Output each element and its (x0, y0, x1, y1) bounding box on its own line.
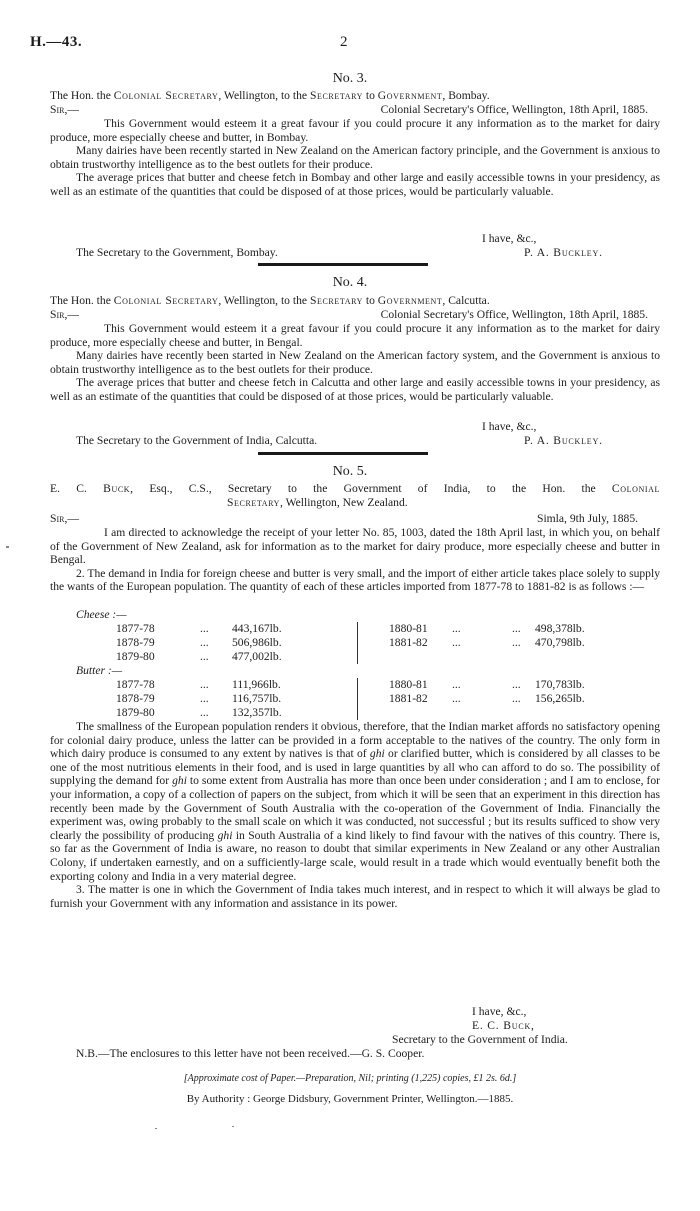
paragraph-text: in South Australia of a kind likely to find favour with the natives of this country. There is, so far as the Government of India is aware, no reason to doubt that similar experiments in New Zealand or any other Australian Colony, if undertaken earnestly, and on a sufficiently-large scale, would result in a trade which would eventually benefit both the exporting colony and India in a very material degree. (50, 828, 661, 883)
sender-address: Simla, 9th July, 1885. (537, 512, 639, 525)
page-number: 2 (340, 34, 348, 50)
letter-5-body-main (50, 720, 660, 910)
paragraph: The average prices that butter and cheese fetch in Calcutta and other large and easily accessible towns in your presidency, as well as an estimate of the quantities that could be disposed of at those prices, would be particularly valuable. (50, 376, 660, 403)
paragraph-text: The smallness of the European population renders it obvious, therefore, that the Indian market affords no satisfactory opening for colonial dairy produce, unless the latter can be provided in a form acceptable to the natives of the country. The only form in which dairy produce is consumed to any extent by natives is that of (50, 720, 660, 761)
year-cell: 1879-80 (116, 706, 155, 719)
sender-address: Colonial Secretary's Office, Wellington, 18th April, 1885. (380, 308, 648, 321)
leader-dots: ... (452, 692, 461, 705)
paragraph-text: or clarified butter, which is considered by all classes to be one of the most nutritious elements in their food, and is used in large quantities by all who can afford to do so. The possibility of supplying the demand for (50, 747, 660, 788)
leader-dots: ... (512, 622, 521, 635)
heading-sender: Buck (103, 482, 131, 495)
year-cell: 1879-80 (116, 650, 155, 663)
sender-address: Colonial Secretary's Office, Wellington, 18th April, 1885. (380, 103, 648, 116)
signature-title: Secretary to the Government of India. (392, 1033, 568, 1046)
heading-text: to (365, 294, 375, 307)
amount-cell: 116,757lb. (232, 692, 282, 705)
year-cell: 1881-82 (389, 636, 428, 649)
year-cell: 1877-78 (116, 622, 155, 635)
heading-text: , Bombay. (442, 89, 490, 102)
addressee: The Secretary to the Government of India, Calcutta. (76, 434, 318, 447)
amount-cell: 470,798lb. (535, 636, 585, 649)
ghi-term: ghi (217, 828, 233, 842)
heading-recipient: Colonial (611, 482, 661, 495)
amount-cell: 132,357lb. (232, 706, 282, 719)
leader-dots: ... (452, 622, 461, 635)
leader-dots: ... (512, 678, 521, 691)
letter-3-closing-row (50, 232, 660, 246)
paragraph: 3. The matter is one in which the Government of India takes much interest, and in respect to which it will always be glad to furnish your Government with any information and assistance in its power. (50, 883, 660, 910)
letter-4-number: No. 4. (332, 275, 368, 290)
leader-dots: ... (200, 692, 209, 705)
year-cell: 1880-81 (389, 622, 428, 635)
amount-cell: 156,265lb. (535, 692, 585, 705)
column-divider (357, 678, 358, 720)
addressee: The Secretary to the Government, Bombay. (76, 246, 278, 259)
heading-text: The Hon. the (50, 294, 111, 307)
letter-4-addressee-row (50, 434, 660, 448)
document-reference: H.—43. (30, 34, 83, 50)
year-cell: 1878-79 (116, 636, 155, 649)
heading-text: , Calcutta. (442, 294, 490, 307)
table-row (0, 636, 700, 650)
table-row (0, 650, 700, 664)
closing: I have, &c., (482, 232, 537, 245)
letter-5-closing-row (50, 1005, 660, 1019)
paper-speck (6, 546, 9, 548)
paragraph: This Government would esteem it a great favour if you could procure it any information as to the market for dairy produce, more especially cheese and butter, in Bombay. (50, 117, 660, 144)
letter-4-heading (50, 294, 660, 308)
year-cell: 1881-82 (389, 692, 428, 705)
letter-5-title-row (50, 1033, 660, 1047)
leader-dots: ... (512, 636, 521, 649)
paragraph: 2. The demand in India for foreign cheese and butter is very small, and the import of either article takes place solely to supply the wants of the European population. The quantity of each of these articles imported from 1877-78 to 1881-82 is as follows :— (50, 566, 660, 594)
amount-cell: 498,378lb. (535, 622, 585, 635)
letter-5-body-intro (50, 526, 660, 594)
heading-text: , Wellington, New Zealand. (280, 496, 408, 509)
leader-dots: ... (200, 636, 209, 649)
table-row (0, 622, 700, 636)
leader-dots: ... (200, 678, 209, 691)
leader-dots: ... (512, 692, 521, 705)
letter-4-salutation-row (50, 308, 660, 322)
letter-5-heading-line-1 (50, 482, 660, 496)
table-row (0, 692, 700, 706)
heading-text: E. C. (50, 482, 87, 495)
heading-recipient: Government (377, 89, 443, 102)
letter-5-salutation-row (50, 512, 660, 526)
letter-3-body (50, 117, 660, 199)
heading-text: to (365, 89, 375, 102)
heading-text: , Wellington, to the (218, 89, 308, 102)
letter-3-heading (50, 89, 660, 103)
heading-text: , Wellington, to the (218, 294, 308, 307)
heading-recipient: Secretary (227, 496, 280, 509)
paragraph-text: to some extent from Australia has more than once been under consideration ; and I am to enclose, for your information, a copy of a collection of papers on the subject, from which it will be seen that an experiment in this direction has recently been made by the Government of South Australia with the co-operation of the Government of India. Financially the experiment was, owing probably to the small scale on which it was conducted, not successful ; but its results sufficed to show very clearly the possibility of producing (50, 774, 660, 842)
section-divider (258, 263, 428, 266)
amount-cell: 443,167lb. (232, 622, 282, 635)
heading-recipient: Government (377, 294, 443, 307)
paragraph: This Government would esteem it a great favour if you could procure it any information as to the market for dairy produce, more especially cheese and butter, in Bengal. (50, 322, 660, 349)
cheese-table (0, 622, 700, 664)
paragraph: Many dairies have recently been started in New Zealand on the American factory system, and the Government is anxious to obtain trustworthy intelligence as to the best outlets for their produce. (50, 349, 660, 376)
year-cell: 1880-81 (389, 678, 428, 691)
salutation: Sir,— (50, 512, 79, 525)
signature: P. A. Buckley. (524, 434, 603, 447)
paper-speck (155, 1128, 157, 1129)
salutation: Sir,— (50, 103, 79, 116)
amount-cell: 111,966lb. (232, 678, 281, 691)
heading-recipient: Secretary (309, 89, 363, 102)
letter-3-addressee-row (50, 246, 660, 260)
letter-3-number: No. 3. (332, 71, 368, 86)
paragraph: I am directed to acknowledge the receipt of your letter No. 85, 1003, dated the 18th April last, in which you, on behalf of the Government of New Zealand, ask for information as to the market for dairy produce, more especially cheese and butter in Bengal. (50, 526, 660, 567)
leader-dots: ... (200, 706, 209, 719)
heading-text: , Esq., C.S., Secretary to the Government of India, to the Hon. the (130, 482, 596, 495)
heading-sender: Colonial Secretary (113, 294, 219, 307)
letter-4-closing-row (50, 420, 660, 434)
letter-5-number: No. 5. (332, 464, 368, 479)
column-divider (357, 622, 358, 664)
butter-label: Butter :— (76, 664, 123, 677)
printer-authority: By Authority : George Didsbury, Government Printer, Wellington.—1885. (186, 1093, 514, 1105)
letter-5-signature-row (50, 1019, 660, 1033)
butter-table (0, 678, 700, 720)
leader-dots: ... (452, 636, 461, 649)
paper-speck (232, 1126, 234, 1127)
amount-cell: 506,986lb. (232, 636, 282, 649)
cheese-label: Cheese :— (76, 608, 127, 621)
signature: E. C. Buck, (472, 1019, 535, 1032)
paragraph (50, 720, 660, 883)
heading-sender: Colonial Secretary (113, 89, 219, 102)
leader-dots: ... (200, 650, 209, 663)
letter-5-heading-line-2 (227, 496, 700, 510)
leader-dots: ... (200, 622, 209, 635)
table-row (0, 706, 700, 720)
cost-note: [Approximate cost of Paper.—Preparation, Nil; printing (1,225) copies, £1 2s. 6d.] (183, 1073, 517, 1084)
table-row (0, 678, 700, 692)
nota-bene: N.B.—The enclosures to this letter have not been received.—G. S. Cooper. (76, 1047, 425, 1060)
amount-cell: 477,002lb. (232, 650, 282, 663)
ghi-term: ghi (172, 774, 187, 788)
heading-recipient: Secretary (309, 294, 363, 307)
salutation: Sir,— (50, 308, 79, 321)
year-cell: 1877-78 (116, 678, 155, 691)
signature: P. A. Buckley. (524, 246, 603, 259)
paragraph: The average prices that butter and cheese fetch in Bombay and other large and easily accessible towns in your presidency, as well as an estimate of the quantities that could be disposed of at those prices, would be particularly valuable. (50, 171, 660, 198)
letter-3-salutation-row (50, 103, 660, 117)
paragraph: Many dairies have been recently started in New Zealand on the American factory principle, and the Government is anxious to obtain trustworthy intelligence as to the best outlets for their produce. (50, 144, 660, 171)
letter-4-body (50, 322, 660, 404)
leader-dots: ... (452, 678, 461, 691)
section-divider (258, 452, 428, 455)
closing: I have, &c., (472, 1005, 527, 1018)
closing: I have, &c., (482, 420, 537, 433)
year-cell: 1878-79 (116, 692, 155, 705)
heading-text: The Hon. the (50, 89, 111, 102)
amount-cell: 170,783lb. (535, 678, 585, 691)
ghi-term: ghi (369, 747, 385, 761)
